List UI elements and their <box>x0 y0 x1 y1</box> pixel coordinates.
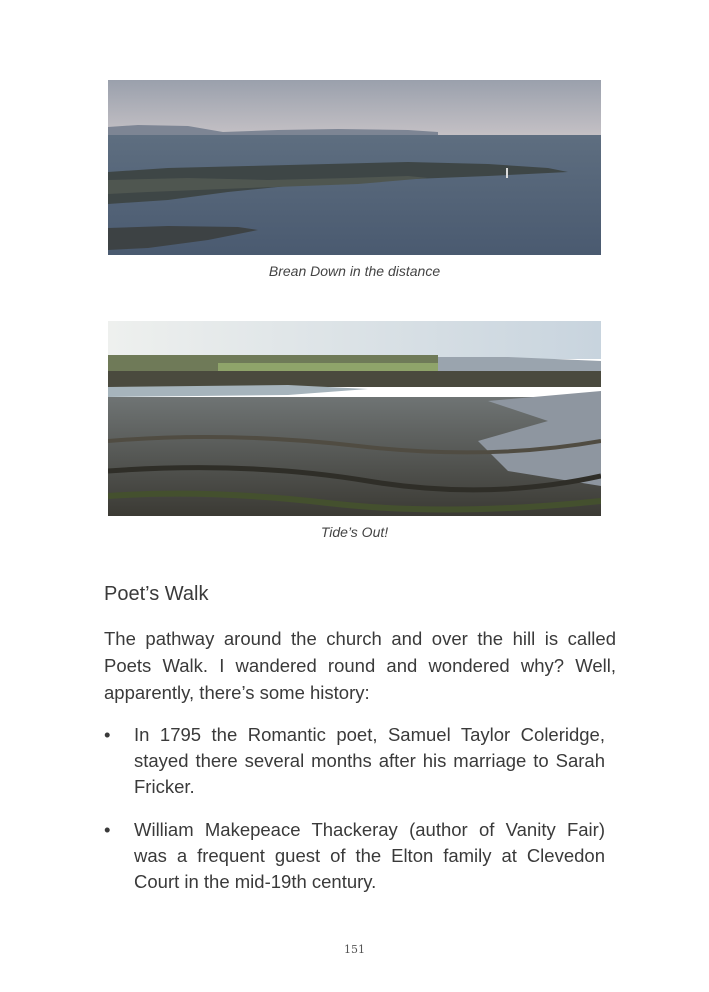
photo-caption: Brean Down in the distance <box>268 263 441 279</box>
section-heading: Poet’s Walk <box>104 583 209 605</box>
body-paragraph: The pathway around the church and over the hill is called Poets Walk. I wandered round and wondered why? Well, apparently, there’s some history: <box>104 628 616 703</box>
list-item <box>104 817 605 895</box>
list-item-text: William Makepeace Thackeray (author of Vanity Fair) was a frequent guest of the Elton family at Clevedon Court in the mid-19th century. <box>134 819 605 892</box>
photo-tides-out <box>108 321 601 516</box>
photo-brean-down <box>108 80 601 255</box>
bullet-icon: • <box>104 724 111 745</box>
history-list <box>104 722 605 912</box>
list-item-text: In 1795 the Romantic poet, Samuel Taylor Coleridge, stayed there several months after his marriage to Sarah Fricker. <box>134 724 605 797</box>
photo-caption: Tide’s Out! <box>320 524 389 540</box>
list-item <box>104 722 605 800</box>
bullet-icon: • <box>104 819 111 840</box>
page-number: 151 <box>344 943 365 956</box>
